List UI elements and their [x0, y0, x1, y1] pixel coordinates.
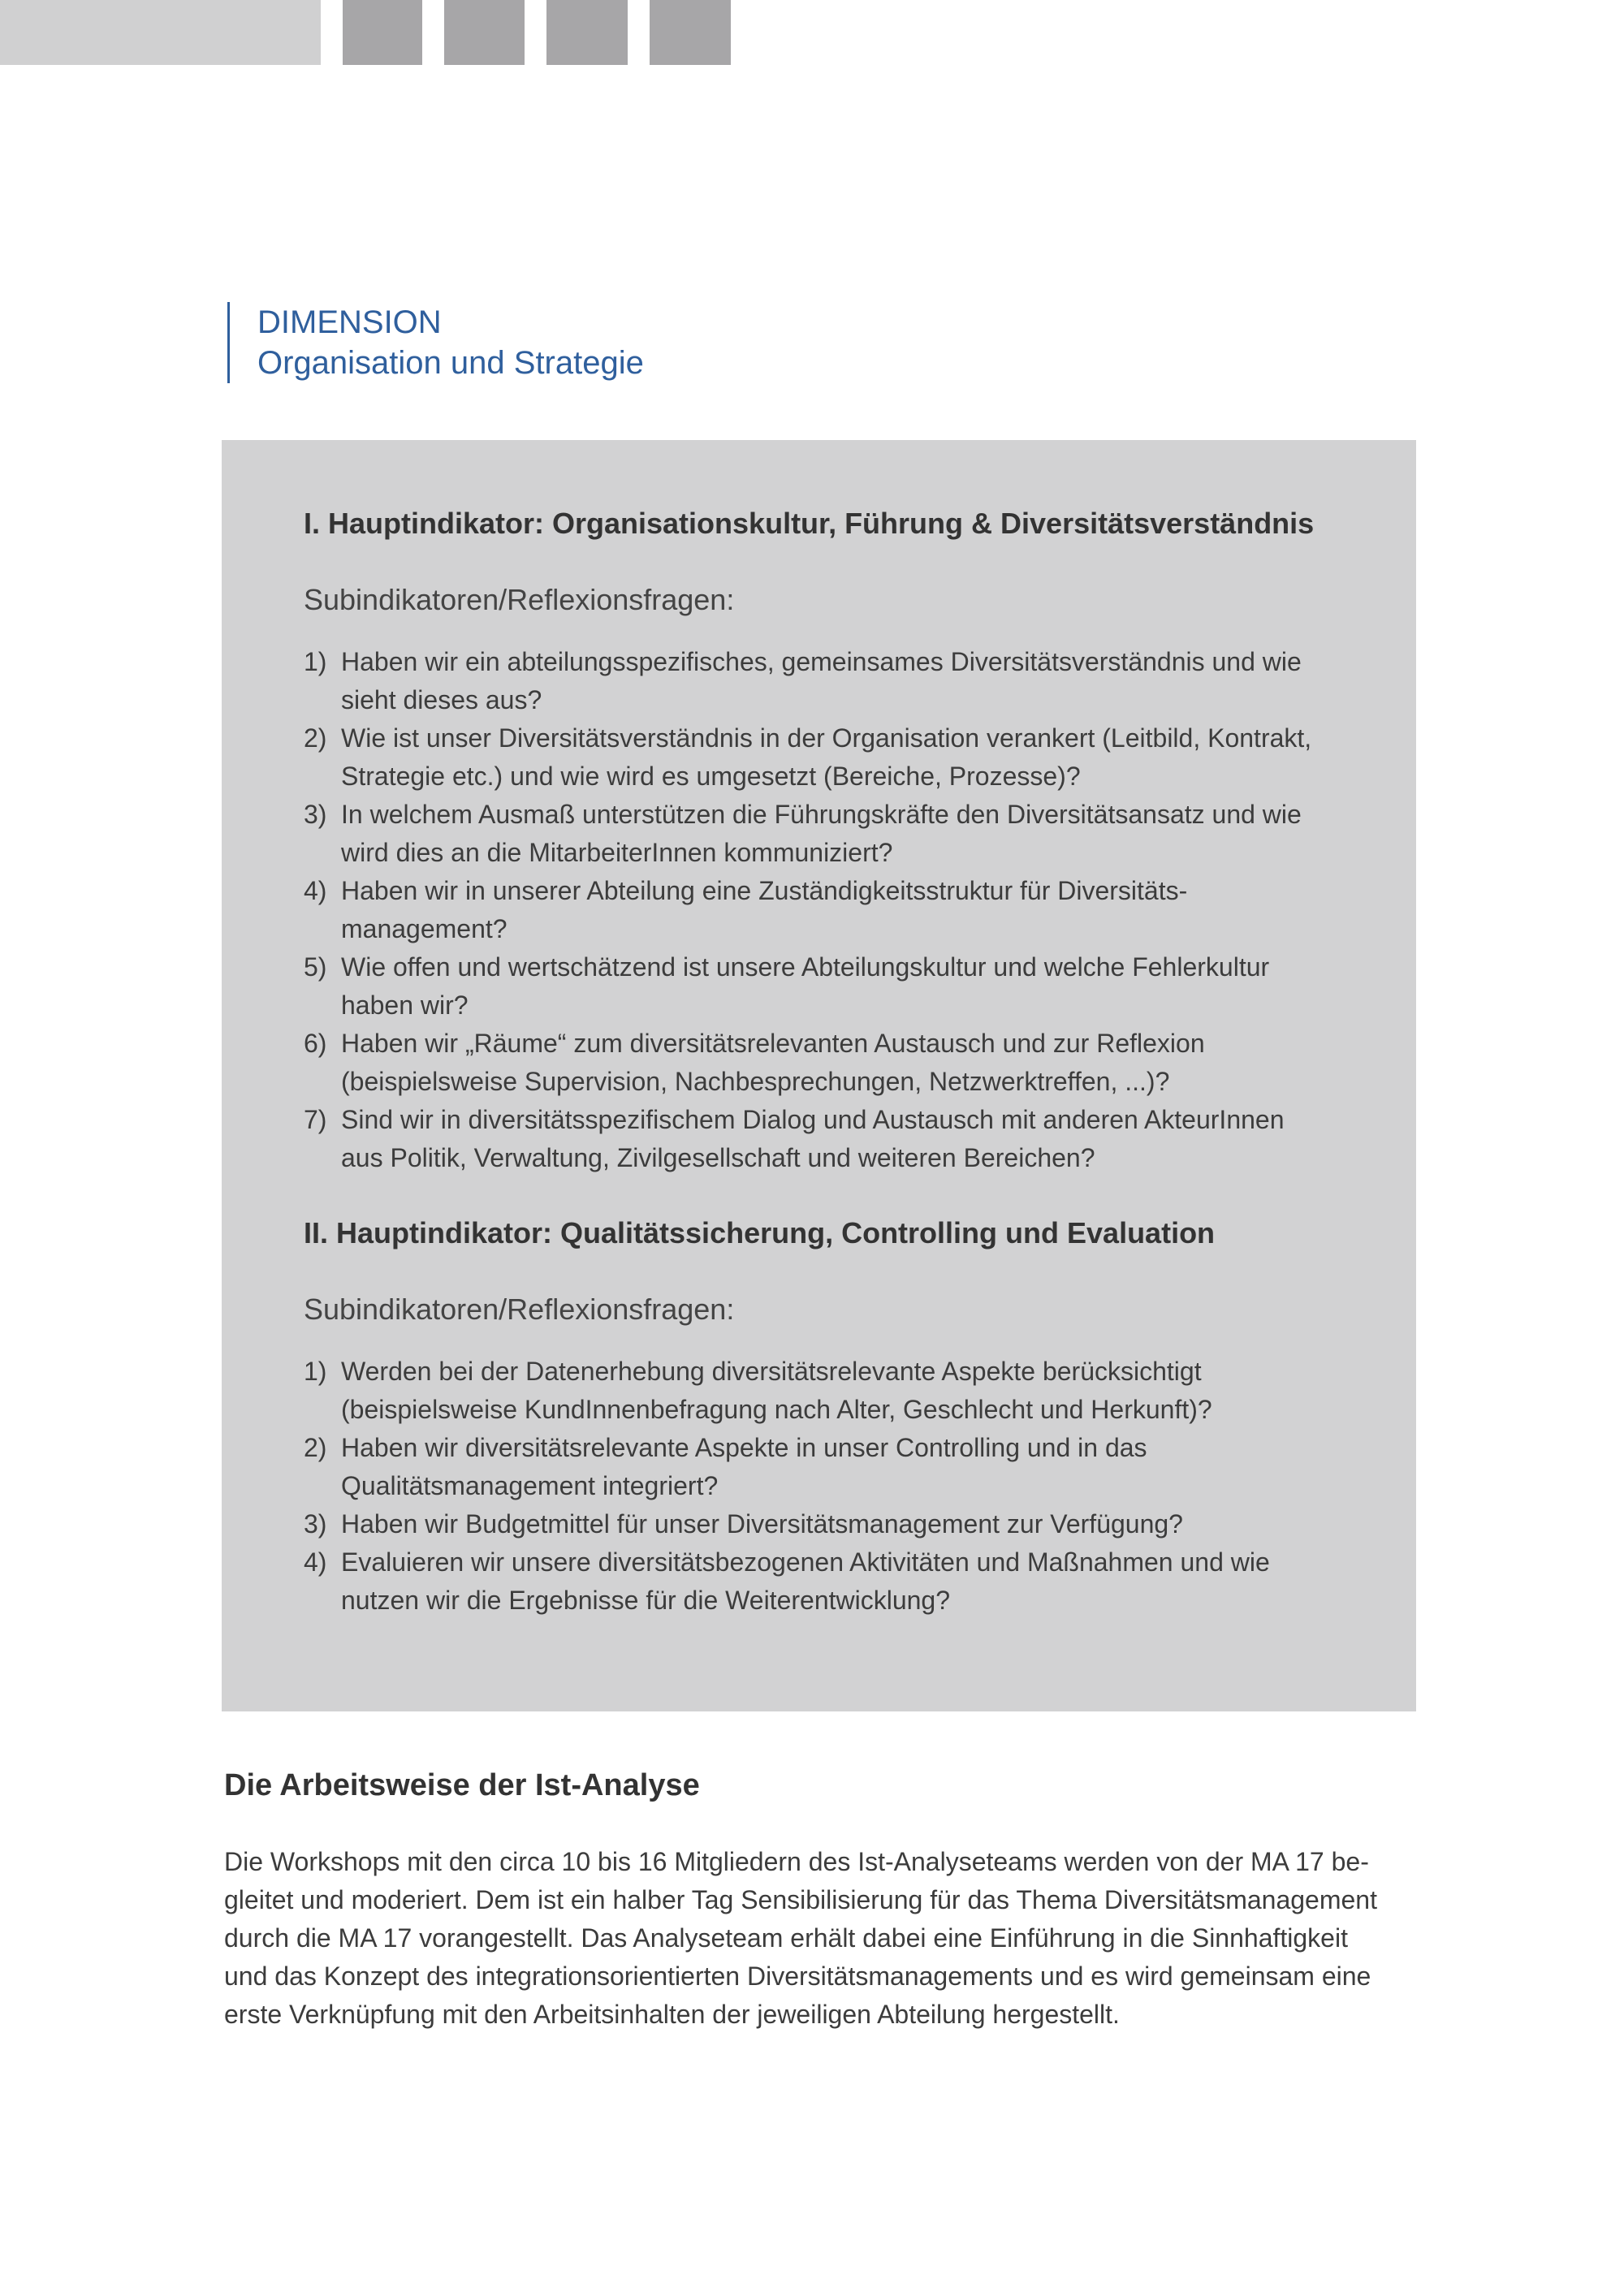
indicator-1-title: I. Hauptindikator: Organisationskultur, Führung & Diversitätsverständnis — [304, 507, 1315, 540]
indicator-2-sub-label: Subindikatoren/Reflexionsfragen: — [304, 1293, 735, 1326]
list-number: 1) — [304, 647, 327, 676]
list-item — [304, 1429, 1384, 1505]
list-text: Haben wir Budgetmittel für unser Diversitätsmanagement zur Verfügung? — [341, 1509, 1183, 1539]
list-item — [304, 1505, 1384, 1543]
decor-square-3 — [546, 0, 628, 65]
list-text: management? — [341, 914, 508, 943]
decor-bar-long — [0, 0, 321, 65]
list-number: 7) — [304, 1105, 327, 1134]
list-item — [304, 719, 1384, 796]
paragraph-line: gleitet und moderiert. Dem ist ein halber Tag Sensibilisierung für das Thema Diversitätsmanagement — [224, 1885, 1377, 1914]
section-paragraph — [224, 1843, 1442, 2034]
list-text: Haben wir diversitätsrelevante Aspekte in unser Controlling und in das — [341, 1433, 1147, 1462]
list-text: (beispielsweise KundInnenbefragung nach Alter, Geschlecht und Herkunft)? — [341, 1395, 1212, 1424]
list-text: Haben wir in unserer Abteilung eine Zuständigkeitsstruktur für Diversitäts- — [341, 876, 1188, 905]
indicator-2-title: II. Hauptindikator: Qualitätssicherung, Controlling und Evaluation — [304, 1216, 1216, 1249]
list-number: 3) — [304, 1509, 327, 1539]
list-item — [304, 1101, 1384, 1177]
list-item — [304, 1543, 1384, 1620]
paragraph-line: und das Konzept des integrationsorientierten Diversitätsmanagements und es wird gemeinsam eine — [224, 1962, 1371, 1991]
paragraph-line: erste Verknüpfung mit den Arbeitsinhalten der jeweiligen Abteilung hergestellt. — [224, 2000, 1120, 2029]
header-decoration-bars — [0, 0, 1624, 65]
list-text: aus Politik, Verwaltung, Zivilgesellschaft und weiteren Bereichen? — [341, 1143, 1095, 1172]
decor-square-2 — [444, 0, 525, 65]
decor-square-4 — [650, 0, 731, 65]
dimension-label: DIMENSION — [257, 304, 442, 340]
list-number: 3) — [304, 800, 327, 829]
list-text: In welchem Ausmaß unterstützen die Führungskräfte den Diversitätsansatz und wie — [341, 800, 1302, 829]
list-text: Wie ist unser Diversitätsverständnis in der Organisation verankert (Leitbild, Kontrakt, — [341, 723, 1312, 753]
section-title: Die Arbeitsweise der Ist-Analyse — [224, 1768, 700, 1802]
paragraph-line: Die Workshops mit den circa 10 bis 16 Mitgliedern des Ist-Analyseteams werden von der MA 17 be- — [224, 1847, 1369, 1876]
list-text: Evaluieren wir unsere diversitätsbezogenen Aktivitäten und Maßnahmen und wie — [341, 1547, 1270, 1577]
list-text: wird dies an die MitarbeiterInnen kommuniziert? — [341, 838, 893, 867]
indicator-1-sub-label: Subindikatoren/Reflexionsfragen: — [304, 583, 735, 616]
indicator-1-questions — [304, 643, 1384, 1177]
list-item — [304, 796, 1384, 872]
list-text: Sind wir in diversitätsspezifischem Dialog und Austausch mit anderen AkteurInnen — [341, 1105, 1285, 1134]
list-number: 2) — [304, 1433, 327, 1462]
list-text: nutzen wir die Ergebnisse für die Weiterentwicklung? — [341, 1586, 951, 1615]
list-number: 1) — [304, 1357, 327, 1386]
list-text: Wie offen und wertschätzend ist unsere Abteilungskultur und welche Fehlerkultur — [341, 952, 1270, 982]
list-text: sieht dieses aus? — [341, 685, 542, 714]
list-item — [304, 872, 1384, 948]
list-text: Haben wir ein abteilungsspezifisches, gemeinsames Diversitätsverständnis und wie — [341, 647, 1302, 676]
list-text: Werden bei der Datenerhebung diversitätsrelevante Aspekte berücksichtigt — [341, 1357, 1202, 1386]
dimension-heading — [227, 302, 644, 383]
list-number: 2) — [304, 723, 327, 753]
list-text: haben wir? — [341, 990, 469, 1020]
decor-square-1 — [343, 0, 422, 65]
list-text: Strategie etc.) und wie wird es umgesetzt (Bereiche, Prozesse)? — [341, 762, 1081, 791]
list-item — [304, 948, 1384, 1025]
list-number: 4) — [304, 1547, 327, 1577]
list-text: (beispielsweise Supervision, Nachbesprechungen, Netzwerktreffen, ...)? — [341, 1067, 1170, 1096]
list-text: Qualitätsmanagement integriert? — [341, 1471, 719, 1500]
list-text: Haben wir „Räume“ zum diversitätsrelevanten Austausch und zur Reflexion — [341, 1029, 1205, 1058]
list-item — [304, 1025, 1384, 1101]
list-number: 4) — [304, 876, 327, 905]
indicator-box — [222, 440, 1416, 1711]
paragraph-line: durch die MA 17 vorangestellt. Das Analyseteam erhält dabei eine Einführung in die Sinnhaftigkeit — [224, 1923, 1348, 1953]
indicator-2-questions — [304, 1353, 1384, 1620]
list-item — [304, 643, 1384, 719]
dimension-title: Organisation und Strategie — [257, 345, 644, 381]
list-number: 6) — [304, 1029, 327, 1058]
list-number: 5) — [304, 952, 327, 982]
list-item — [304, 1353, 1384, 1429]
